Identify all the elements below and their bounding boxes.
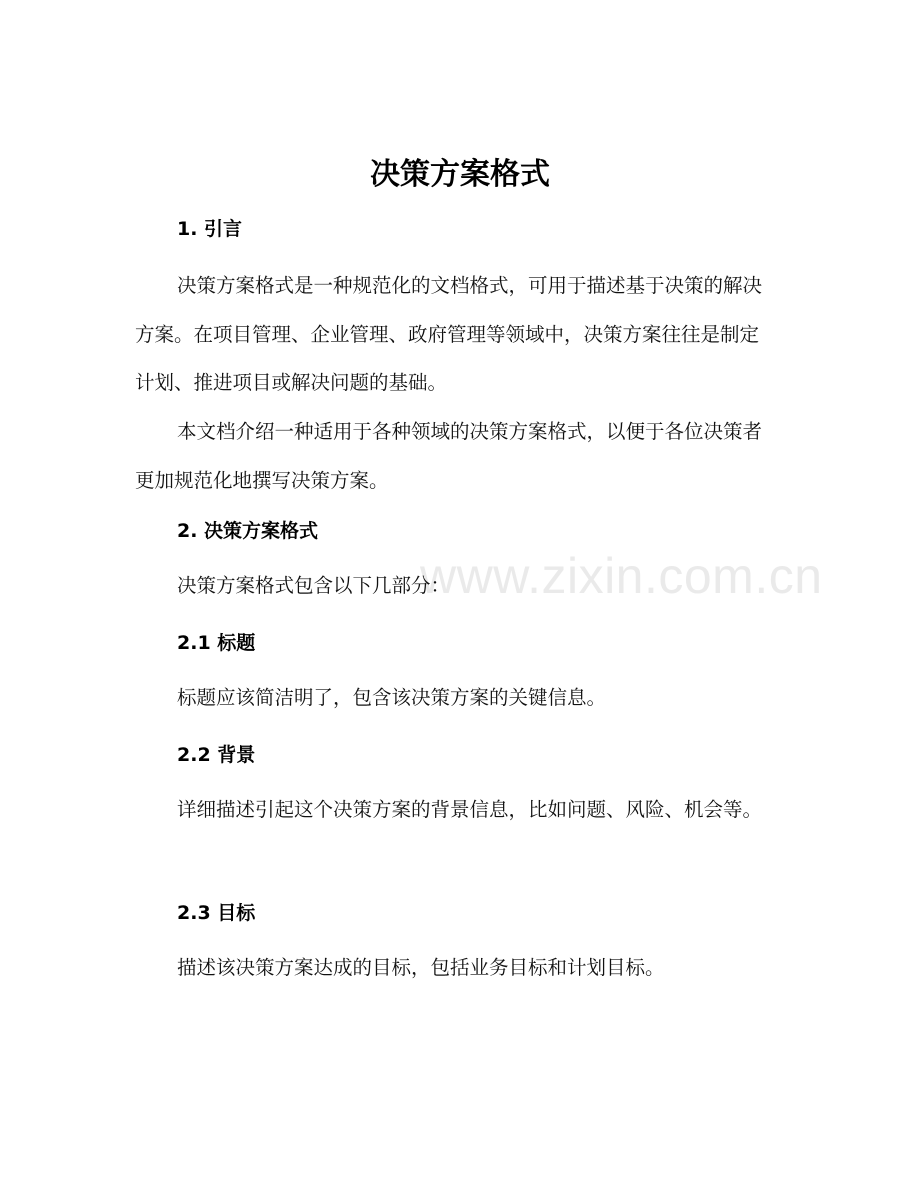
paragraph-goal: 描述该决策方案达成的目标，包括业务目标和计划目标。 bbox=[177, 956, 665, 979]
watermark: www.zixin.com.cn bbox=[420, 548, 823, 604]
section-heading-title: 2.1 标题 bbox=[177, 632, 256, 654]
paragraph-background: 详细描述引起这个决策方案的背景信息，比如问题、风险、机会等。 bbox=[177, 798, 763, 821]
paragraph-format: 决策方案格式包含以下几部分： bbox=[177, 574, 451, 597]
section-heading-background: 2.2 背景 bbox=[177, 744, 256, 766]
section-heading-goal: 2.3 目标 bbox=[177, 902, 256, 924]
document-title: 决策方案格式 bbox=[370, 157, 550, 192]
paragraph-intro-2: 本文档介绍一种适用于各种领域的决策方案格式，以便于各位决策者更加规范化地撰写决策方案。 bbox=[135, 420, 763, 492]
section-heading-intro: 1. 引言 bbox=[177, 218, 243, 240]
section-heading-format: 2. 决策方案格式 bbox=[177, 520, 319, 542]
paragraph-intro-1: 决策方案格式是一种规范化的文档格式，可用于描述基于决策的解决方案。在项目管理、企业管理、政府管理等领域中，决策方案往往是制定计划、推进项目或解决问题的基础。 bbox=[135, 274, 763, 394]
paragraph-title: 标题应该简洁明了，包含该决策方案的关键信息。 bbox=[177, 686, 607, 709]
